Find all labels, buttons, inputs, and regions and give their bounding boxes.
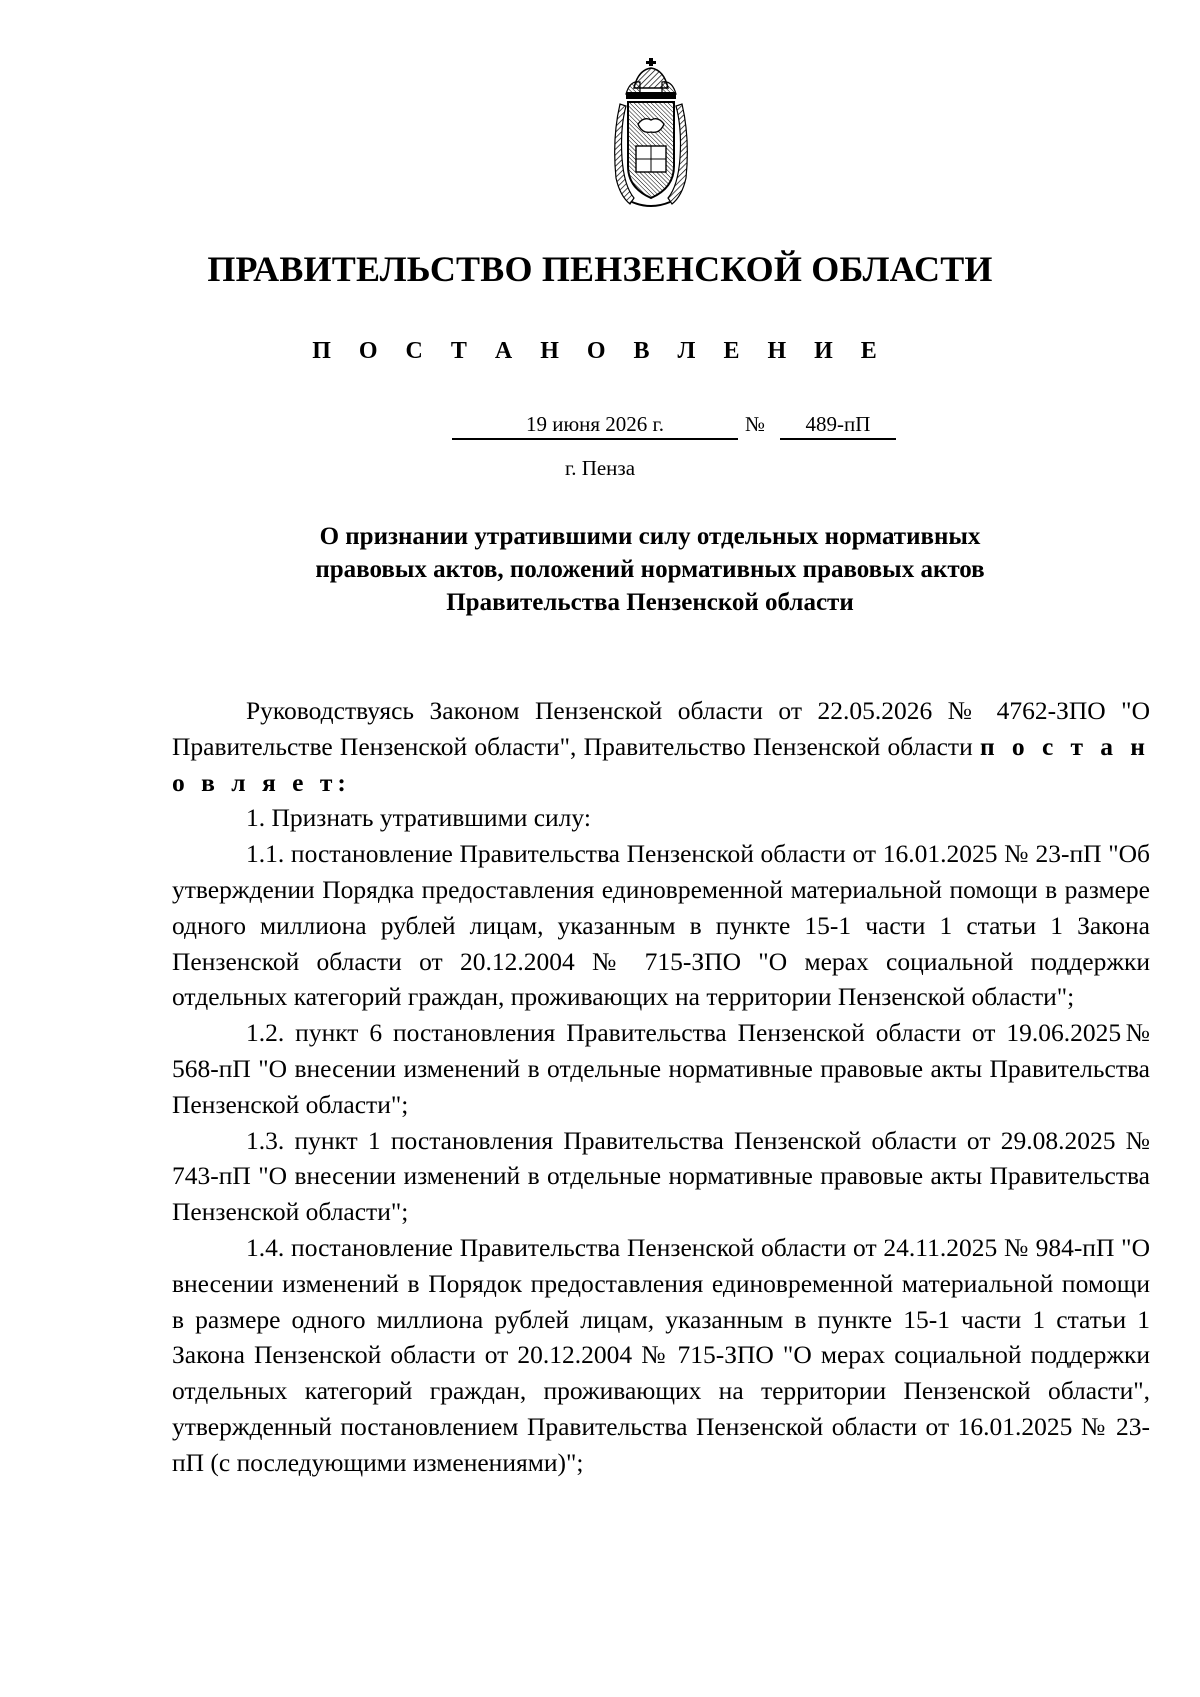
document-number: 489-пП (780, 412, 896, 440)
number-sign: № (745, 412, 766, 436)
intro-text: Руководствуясь Законом Пензенской области от 22.05.2026 № 4762-ЗПО "О Правительстве Пензенской области", Правительство Пензенской области (172, 696, 1150, 761)
government-title: ПРАВИТЕЛЬСТВО ПЕНЗЕНСКОЙ ОБЛАСТИ (207, 249, 993, 289)
subject-line-1: О признании утратившими силу отдельных нормативных (319, 523, 981, 550)
coat-of-arms-emblem (610, 58, 692, 210)
subject-line-3: Правительства Пензенской области (446, 589, 854, 616)
document-subject (250, 520, 1050, 619)
item-1-1: 1.1. постановление Правительства Пензенской области от 16.01.2025 № 23-пП "Об утверждении Порядка предоставления единовременной материальной помощи в размере одного миллиона рублей лицам, указанным в пункте 15-1 части 1 статьи 1 Закона Пензенской области от 20.12.2004 № 715-ЗПО "О мерах социальной поддержки отдельных категорий граждан, проживающих на территории Пензенской области"; (172, 839, 1150, 1012)
document-date: 19 июня 2026 г. (452, 412, 738, 440)
resolves-word: п о с т а н о в л я е т: (172, 731, 1150, 797)
document-body (172, 693, 1150, 1481)
document-type-heading: П О С Т А Н О В Л Е Н И Е (312, 338, 888, 364)
item-1-4: 1.4. постановление Правительства Пензенской области от 24.11.2025 № 984-пП "О внесении изменений в Порядок предоставления единовременной материальной помощи в размере одного миллиона рублей лицам, указанным в пункте 15-1 части 1 статьи 1 Закона Пензенской области от 20.12.2004 № 715-ЗПО "О мерах социальной поддержки отдельных категорий граждан, проживающих на территории Пензенской области", утвержденный постановлением Правительства Пензенской области от 16.01.2025 № 23-пП (с последующими изменениями)"; (172, 1232, 1150, 1477)
city-label: г. Пенза (564, 456, 636, 480)
item-1-3: 1.3. пункт 1 постановления Правительства Пензенской области от 29.08.2025 № 743-пП "О внесении изменений в отдельные нормативные правовые акты Правительства Пензенской области"; (172, 1125, 1150, 1227)
intro-paragraph (172, 693, 1150, 800)
item-1: 1. Признать утратившими силу: (246, 803, 591, 833)
item-1-2: 1.2. пункт 6 постановления Правительства Пензенской области от 19.06.2025№ 568-пП "О внесении изменений в отдельные нормативные правовые акты Правительства Пензенской области"; (172, 1018, 1150, 1119)
subject-line-2: правовых актов, положений нормативных правовых актов (315, 556, 985, 583)
